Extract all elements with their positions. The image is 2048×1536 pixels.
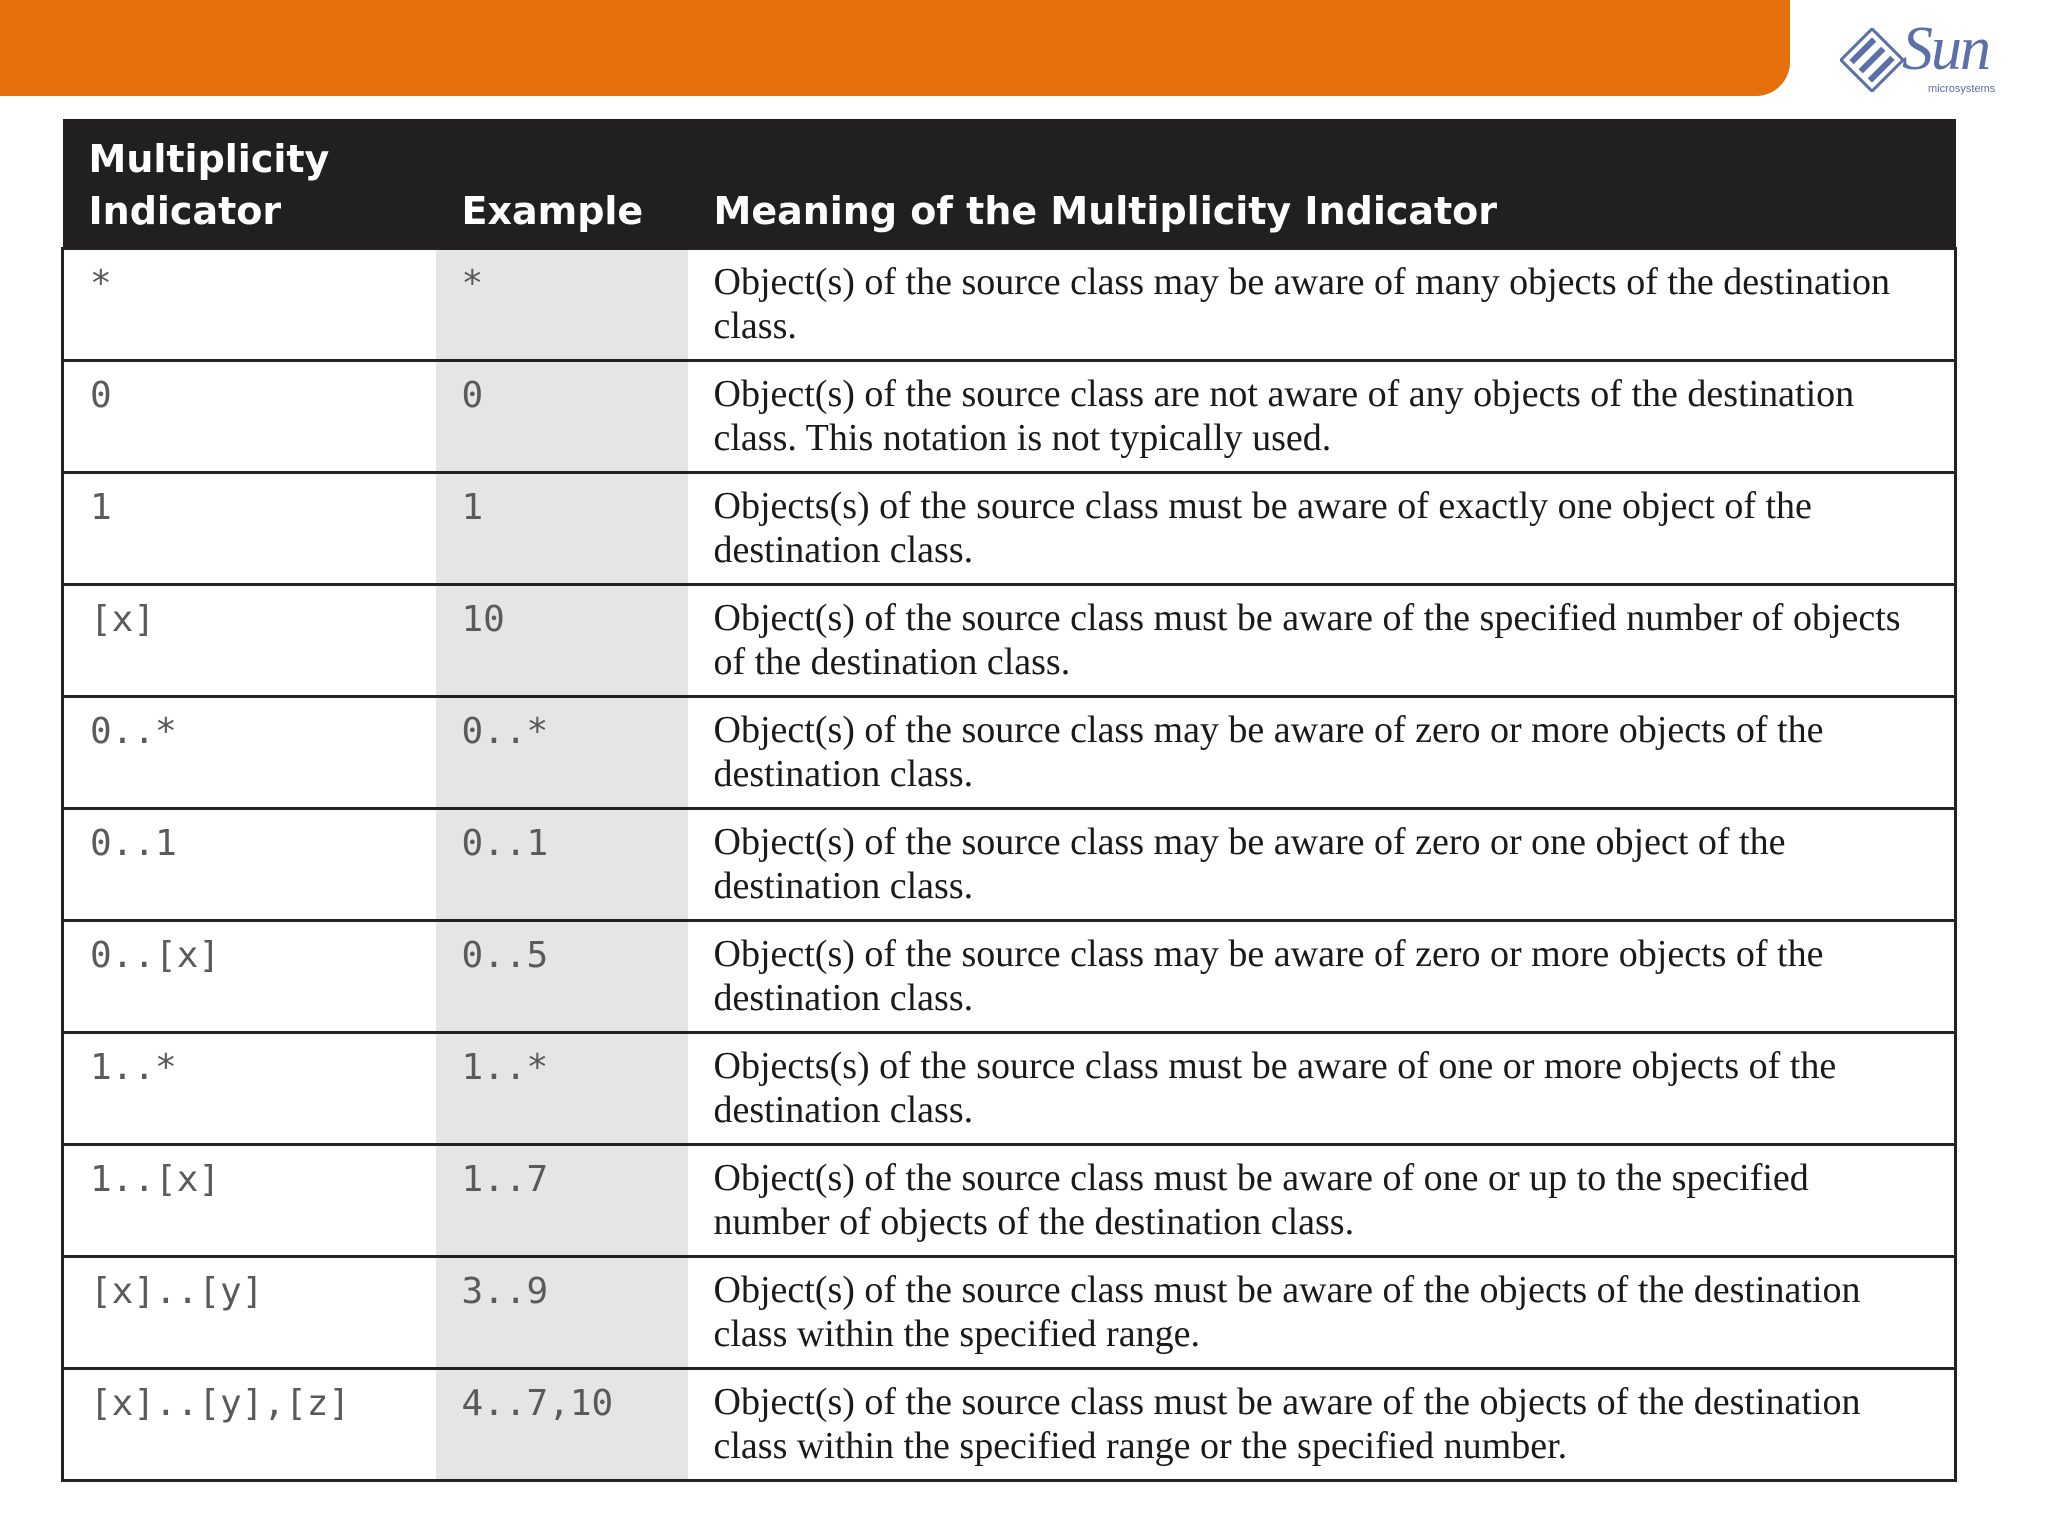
table-row (63, 249, 1956, 361)
multiplicity-table (61, 119, 1957, 1482)
table-row (63, 1257, 1956, 1369)
meaning-cell: Objects(s) of the source class must be aware of exactly one object of the destination class. (688, 473, 1956, 585)
example-cell: 0..* (436, 697, 688, 809)
table-row (63, 1033, 1956, 1145)
indicator-cell: [x] (63, 585, 436, 697)
meaning-cell: Object(s) of the source class may be aware of many objects of the destination class. (688, 249, 1956, 361)
example-cell: 1..7 (436, 1145, 688, 1257)
indicator-cell: 0 (63, 361, 436, 473)
indicator-cell: 1..* (63, 1033, 436, 1145)
example-cell: 1 (436, 473, 688, 585)
header-example: Example (436, 119, 688, 249)
logo-subtext: microsystems (1928, 83, 1996, 95)
meaning-cell: Object(s) of the source class may be aware of zero or more objects of the destination class. (688, 697, 1956, 809)
example-cell: * (436, 249, 688, 361)
header-indicator: Multiplicity Indicator (63, 119, 436, 249)
meaning-cell: Object(s) of the source class must be aware of the specified number of objects of the destination class. (688, 585, 1956, 697)
header-meaning: Meaning of the Multiplicity Indicator (688, 119, 1956, 249)
meaning-cell: Object(s) of the source class may be aware of zero or one object of the destination class. (688, 809, 1956, 921)
indicator-cell: 0..1 (63, 809, 436, 921)
indicator-cell: [x]..[y] (63, 1257, 436, 1369)
table-row (63, 921, 1956, 1033)
example-cell: 0..5 (436, 921, 688, 1033)
meaning-cell: Object(s) of the source class must be aware of the objects of the destination class within the specified range. (688, 1257, 1956, 1369)
orange-header-band (0, 0, 1790, 96)
table-row (63, 1369, 1956, 1481)
indicator-cell: * (63, 249, 436, 361)
table-row (63, 585, 1956, 697)
meaning-cell: Object(s) of the source class are not aware of any objects of the destination class. This notation is not typically used. (688, 361, 1956, 473)
indicator-cell: 0..* (63, 697, 436, 809)
sun-diamond-icon (1840, 28, 1904, 92)
table-row (63, 809, 1956, 921)
sun-microsystems-logo (1840, 15, 2010, 102)
example-cell: 0 (436, 361, 688, 473)
example-cell: 3..9 (436, 1257, 688, 1369)
indicator-cell: 1 (63, 473, 436, 585)
example-cell: 1..* (436, 1033, 688, 1145)
logo-wordmark: Sun (1902, 15, 1989, 83)
table-row (63, 473, 1956, 585)
meaning-cell: Object(s) of the source class must be aware of the objects of the destination class within the specified range or the specified number. (688, 1369, 1956, 1481)
meaning-cell: Objects(s) of the source class must be aware of one or more objects of the destination class. (688, 1033, 1956, 1145)
table-header-row (63, 119, 1956, 249)
meaning-cell: Object(s) of the source class must be aware of one or up to the specified number of objects of the destination class. (688, 1145, 1956, 1257)
example-cell: 0..1 (436, 809, 688, 921)
table-row (63, 697, 1956, 809)
table-row (63, 361, 1956, 473)
example-cell: 4..7,10 (436, 1369, 688, 1481)
example-cell: 10 (436, 585, 688, 697)
table-row (63, 1145, 1956, 1257)
indicator-cell: [x]..[y],[z] (63, 1369, 436, 1481)
indicator-cell: 0..[x] (63, 921, 436, 1033)
indicator-cell: 1..[x] (63, 1145, 436, 1257)
meaning-cell: Object(s) of the source class may be aware of zero or more objects of the destination class. (688, 921, 1956, 1033)
